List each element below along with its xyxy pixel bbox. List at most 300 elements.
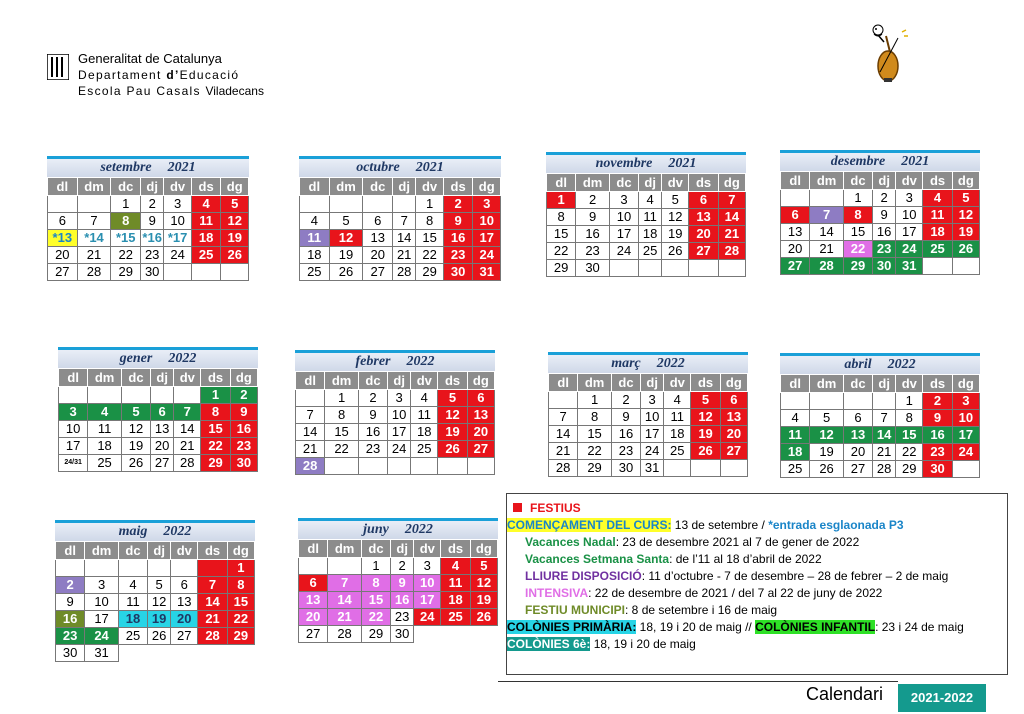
day-cell: 31: [896, 258, 923, 275]
week-row: [547, 209, 746, 226]
day-cell: 14: [810, 224, 844, 241]
weekday-header: dv: [414, 540, 441, 558]
footer-divider: [498, 681, 898, 682]
day-cell: 15: [843, 224, 872, 241]
day-cell: 3: [896, 190, 923, 207]
day-cell: 13: [151, 421, 174, 438]
day-cell: 13: [171, 594, 198, 611]
day-cell: 1: [416, 196, 444, 213]
day-cell: 2: [923, 393, 952, 410]
day-cell: [151, 387, 174, 404]
week-row: [299, 626, 498, 643]
week-row: [781, 241, 980, 258]
weekday-header: dm: [810, 375, 844, 393]
weekday-header: dv: [171, 542, 198, 560]
day-cell: 30: [923, 461, 952, 478]
legend-primaria-text: 18, 19 i 20 de maig //: [636, 620, 756, 634]
day-cell: 16: [56, 611, 85, 628]
legend-municipal-text: : 8 de setembre i 16 de maig: [625, 603, 778, 617]
day-cell: 6: [48, 213, 78, 230]
weekday-header: dm: [576, 174, 610, 192]
day-cell: 28: [77, 264, 111, 281]
day-cell: 30: [873, 258, 896, 275]
weekday-header: dm: [810, 172, 844, 190]
day-cell: 5: [952, 190, 979, 207]
day-cell: 10: [85, 594, 119, 611]
day-cell: 26: [470, 609, 497, 626]
day-cell: 29: [227, 628, 254, 645]
school-logo-cello: [862, 22, 912, 84]
day-cell: 17: [85, 611, 119, 628]
day-cell: 15: [416, 230, 444, 247]
day-cell: 29: [416, 264, 444, 281]
legend-festius-label: FESTIUS: [530, 501, 581, 515]
day-cell: 24/31: [59, 455, 88, 472]
day-cell: 25: [88, 455, 122, 472]
day-cell: 27: [299, 626, 328, 643]
day-cell: 26: [438, 441, 467, 458]
day-cell: 17: [388, 424, 411, 441]
day-cell: 24: [473, 247, 501, 264]
day-cell: 10: [414, 575, 441, 592]
day-cell: 4: [191, 196, 221, 213]
weekday-header: dg: [467, 372, 494, 390]
day-cell: 27: [467, 441, 494, 458]
day-cell: [148, 560, 171, 577]
weekday-header: dl: [547, 174, 576, 192]
day-cell: 1: [111, 196, 141, 213]
weekday-header: ds: [443, 178, 473, 196]
day-cell: [664, 460, 691, 477]
week-row: [59, 421, 258, 438]
day-cell: 5: [470, 558, 497, 575]
week-row: [300, 196, 501, 213]
week-row: [59, 404, 258, 421]
day-cell: 21: [393, 247, 416, 264]
weekday-header: dc: [111, 178, 141, 196]
weekday-header: dj: [391, 540, 414, 558]
month-title: [780, 353, 980, 374]
weekday-header: dj: [873, 375, 896, 393]
day-cell: [164, 264, 192, 281]
month-year: 2021: [415, 160, 444, 175]
day-cell: 6: [689, 192, 718, 209]
day-cell: 4: [639, 192, 662, 209]
day-cell: 26: [662, 243, 689, 260]
day-cell: 15: [361, 592, 390, 609]
day-cell: [191, 264, 221, 281]
weekday-header: dj: [151, 369, 174, 387]
day-cell: 24: [896, 241, 923, 258]
day-cell: 8: [111, 213, 141, 230]
day-cell: 16: [873, 224, 896, 241]
festius-square-icon: [513, 503, 522, 512]
weekday-header: dv: [411, 372, 438, 390]
day-cell: 23: [923, 444, 952, 461]
week-row: [299, 592, 498, 609]
day-cell: 28: [328, 626, 362, 643]
day-cell: 19: [470, 592, 497, 609]
week-row: [300, 213, 501, 230]
day-cell: 19: [810, 444, 844, 461]
day-cell: 1: [578, 392, 612, 409]
week-row: [781, 207, 980, 224]
day-cell: [810, 190, 844, 207]
legend-intensiva-label: INTENSIVA: [525, 586, 589, 600]
weekday-header: dj: [148, 542, 171, 560]
legend-infantil-label: COLÒNIES INFANTIL: [755, 620, 876, 634]
day-cell: 2: [141, 196, 164, 213]
month-calendar: [780, 150, 980, 275]
day-cell: 7: [328, 575, 362, 592]
day-cell: 24: [85, 628, 119, 645]
legend-box: [506, 493, 1008, 675]
month-name: abril: [844, 357, 872, 372]
week-row: [549, 426, 748, 443]
day-cell: 19: [691, 426, 720, 443]
day-cell: 22: [361, 609, 390, 626]
day-cell: [59, 387, 88, 404]
month-calendar: [299, 156, 501, 281]
day-cell: 2: [576, 192, 610, 209]
day-cell: 3: [952, 393, 979, 410]
day-cell: [299, 558, 328, 575]
day-cell: 11: [639, 209, 662, 226]
weekday-header: dl: [549, 374, 578, 392]
weekday-header: dg: [720, 374, 747, 392]
day-cell: 19: [952, 224, 979, 241]
week-row: [59, 438, 258, 455]
day-cell: 5: [810, 410, 844, 427]
day-cell: 14: [198, 594, 227, 611]
day-cell: [300, 196, 330, 213]
day-cell: [221, 264, 249, 281]
weekday-header: dl: [781, 172, 810, 190]
day-cell: 3: [59, 404, 88, 421]
day-cell: [810, 393, 844, 410]
day-cell: 14: [174, 421, 201, 438]
day-cell: 8: [361, 575, 390, 592]
day-cell: 12: [470, 575, 497, 592]
day-cell: 21: [549, 443, 578, 460]
month-calendar: [55, 520, 255, 662]
day-cell: 24: [609, 243, 638, 260]
day-cell: [691, 460, 720, 477]
month-year: 2022: [887, 357, 916, 372]
day-cell: 18: [441, 592, 470, 609]
day-cell: [923, 258, 952, 275]
institution-header: [78, 51, 264, 99]
day-cell: 3: [473, 196, 501, 213]
day-cell: 2: [873, 190, 896, 207]
weekday-header: dg: [221, 178, 249, 196]
legend-sisena-label: COLÒNIES 6è:: [507, 637, 591, 651]
weekday-header: dm: [77, 178, 111, 196]
day-cell: [609, 260, 638, 277]
day-cell: [952, 258, 979, 275]
weekday-header: dj: [388, 372, 411, 390]
week-row: [56, 577, 255, 594]
weekday-header: dv: [174, 369, 201, 387]
week-row: [296, 407, 495, 424]
day-cell: 1: [325, 390, 359, 407]
day-cell: *13: [48, 230, 78, 247]
week-row: [547, 192, 746, 209]
day-cell: 1: [547, 192, 576, 209]
day-cell: 17: [473, 230, 501, 247]
day-cell: [952, 461, 979, 478]
day-cell: 31: [473, 264, 501, 281]
legend-primaria-label: COLÒNIES PRIMÀRIA:: [507, 620, 637, 634]
weekday-header: ds: [923, 375, 952, 393]
week-row: [547, 243, 746, 260]
day-cell: 7: [296, 407, 325, 424]
day-cell: 30: [230, 455, 257, 472]
day-cell: 2: [358, 390, 387, 407]
weekday-header: dl: [56, 542, 85, 560]
day-cell: 29: [361, 626, 390, 643]
month-year: 2021: [167, 160, 196, 175]
day-cell: 20: [689, 226, 718, 243]
day-cell: 7: [873, 410, 896, 427]
day-cell: 7: [198, 577, 227, 594]
day-cell: 17: [59, 438, 88, 455]
day-cell: 20: [171, 611, 198, 628]
month-title: [298, 518, 498, 539]
day-cell: 5: [662, 192, 689, 209]
week-row: [48, 264, 249, 281]
month-calendar: [546, 152, 746, 277]
day-cell: 26: [810, 461, 844, 478]
day-cell: 21: [718, 226, 745, 243]
day-cell: [174, 387, 201, 404]
weekday-header: dg: [718, 174, 745, 192]
day-cell: 27: [781, 258, 810, 275]
day-cell: 8: [896, 410, 923, 427]
day-cell: 27: [363, 264, 393, 281]
day-cell: 9: [56, 594, 85, 611]
day-cell: 12: [148, 594, 171, 611]
month-year: 2022: [404, 522, 433, 537]
day-cell: 21: [296, 441, 325, 458]
week-row: [781, 461, 980, 478]
day-cell: 21: [198, 611, 227, 628]
day-cell: 25: [639, 243, 662, 260]
day-cell: 11: [781, 427, 810, 444]
weekday-header: dc: [609, 174, 638, 192]
day-cell: 11: [88, 421, 122, 438]
day-cell: 30: [576, 260, 610, 277]
day-cell: 20: [48, 247, 78, 264]
day-cell: 4: [441, 558, 470, 575]
day-cell: 6: [299, 575, 328, 592]
day-cell: 10: [609, 209, 638, 226]
day-cell: 25: [300, 264, 330, 281]
day-cell: 10: [388, 407, 411, 424]
day-cell: 25: [664, 443, 691, 460]
day-cell: 27: [689, 243, 718, 260]
month-title: [47, 156, 249, 177]
day-cell: 23: [230, 438, 257, 455]
day-cell: 12: [662, 209, 689, 226]
weekday-header: ds: [201, 369, 230, 387]
day-cell: 8: [201, 404, 230, 421]
week-row: [781, 427, 980, 444]
day-cell: 8: [547, 209, 576, 226]
week-row: [549, 443, 748, 460]
legend-comencament: [507, 517, 1007, 534]
day-cell: 11: [664, 409, 691, 426]
weekday-header: dg: [952, 375, 979, 393]
weekday-header: dv: [416, 178, 444, 196]
day-cell: 13: [467, 407, 494, 424]
day-cell: 8: [325, 407, 359, 424]
day-cell: 15: [578, 426, 612, 443]
day-cell: 16: [230, 421, 257, 438]
weekday-header: dj: [873, 172, 896, 190]
weekday-header: dc: [843, 375, 872, 393]
day-cell: 30: [56, 645, 85, 662]
day-cell: 13: [843, 427, 872, 444]
week-row: [781, 190, 980, 207]
day-cell: 21: [810, 241, 844, 258]
week-row: [781, 393, 980, 410]
weekday-header: dv: [896, 172, 923, 190]
header-dept-word: Departament: [78, 68, 167, 82]
week-row: [300, 264, 501, 281]
day-cell: [873, 393, 896, 410]
month-year: 2022: [656, 356, 685, 371]
day-cell: 18: [191, 230, 221, 247]
day-cell: 20: [363, 247, 393, 264]
day-cell: 28: [174, 455, 201, 472]
legend-comencament-label: COMENÇAMENT DEL CURS:: [507, 518, 672, 532]
week-row: [300, 247, 501, 264]
day-cell: 26: [148, 628, 171, 645]
day-cell: 3: [85, 577, 119, 594]
day-cell: 11: [118, 594, 147, 611]
day-cell: 5: [148, 577, 171, 594]
day-cell: 16: [923, 427, 952, 444]
day-cell: 25: [191, 247, 221, 264]
day-cell: 7: [77, 213, 111, 230]
day-cell: 18: [781, 444, 810, 461]
day-cell: 21: [328, 609, 362, 626]
legend-sisena-text: 18, 19 i 20 de maig: [590, 637, 696, 651]
day-cell: 16: [358, 424, 387, 441]
legend-lliure: [507, 568, 1007, 585]
day-cell: 24: [388, 441, 411, 458]
week-row: [547, 226, 746, 243]
day-cell: 17: [896, 224, 923, 241]
week-row: [781, 224, 980, 241]
day-cell: 7: [810, 207, 844, 224]
day-cell: 8: [843, 207, 872, 224]
day-cell: 13: [363, 230, 393, 247]
day-cell: [718, 260, 745, 277]
day-cell: *16: [142, 230, 162, 245]
day-cell: 28: [198, 628, 227, 645]
day-cell: 9: [141, 213, 164, 230]
day-cell: [438, 458, 467, 475]
day-cell: 29: [547, 260, 576, 277]
day-cell: [121, 387, 150, 404]
day-cell: 9: [873, 207, 896, 224]
weekday-header: dl: [299, 540, 328, 558]
day-cell: 16: [611, 426, 640, 443]
day-cell: 23: [576, 243, 610, 260]
week-row: [549, 409, 748, 426]
day-cell: 29: [201, 455, 230, 472]
month-calendar: [295, 350, 495, 475]
day-cell: 28: [718, 243, 745, 260]
day-cell: 23: [358, 441, 387, 458]
weekday-header: dl: [48, 178, 78, 196]
legend-colonies: [507, 619, 1007, 636]
day-cell: 31: [641, 460, 664, 477]
day-cell: 10: [641, 409, 664, 426]
day-cell: 13: [720, 409, 747, 426]
day-cell: 12: [121, 421, 150, 438]
day-cell: [411, 458, 438, 475]
week-row: [56, 645, 255, 662]
month-year: 2021: [668, 156, 697, 171]
day-cell: 27: [720, 443, 747, 460]
header-dept-d: d’: [166, 68, 180, 82]
weekday-header: dj: [141, 178, 164, 196]
day-cell: 3: [164, 196, 192, 213]
day-cell: 9: [576, 209, 610, 226]
month-name: maig: [118, 524, 148, 539]
legend-infantil-text: : 23 i 24 de maig: [875, 620, 964, 634]
weekday-header: dg: [473, 178, 501, 196]
week-row: [299, 609, 498, 626]
week-row: [56, 594, 255, 611]
legend-municipal: [507, 602, 1007, 619]
month-calendar: [58, 347, 258, 472]
day-cell: 9: [443, 213, 473, 230]
day-cell: 18: [411, 424, 438, 441]
day-cell: 14: [393, 230, 416, 247]
day-cell: 1: [361, 558, 390, 575]
month-title: [55, 520, 255, 541]
weekday-header: dl: [296, 372, 325, 390]
day-cell: 18: [923, 224, 952, 241]
week-row: [781, 410, 980, 427]
day-cell: [329, 196, 363, 213]
day-cell: 26: [329, 264, 363, 281]
day-cell: 2: [56, 577, 85, 594]
day-cell: 1: [896, 393, 923, 410]
week-row: [48, 213, 249, 230]
month-title: [546, 152, 746, 173]
day-cell: [88, 387, 122, 404]
day-cell: 27: [48, 264, 78, 281]
weekday-header: dc: [121, 369, 150, 387]
day-cell: 24: [952, 444, 979, 461]
week-row: [547, 260, 746, 277]
weekday-header: dl: [781, 375, 810, 393]
legend-intensiva-text: : 22 de desembre de 2021 / del 7 al 22 de juny de 2022: [588, 586, 883, 600]
day-cell: 12: [952, 207, 979, 224]
day-cell: 20: [781, 241, 810, 258]
day-cell: 12: [691, 409, 720, 426]
day-cell: 1: [227, 560, 254, 577]
month-name: febrer: [355, 354, 391, 369]
day-cell: 23: [443, 247, 473, 264]
day-cell: 12: [810, 427, 844, 444]
day-cell: 17: [414, 592, 441, 609]
